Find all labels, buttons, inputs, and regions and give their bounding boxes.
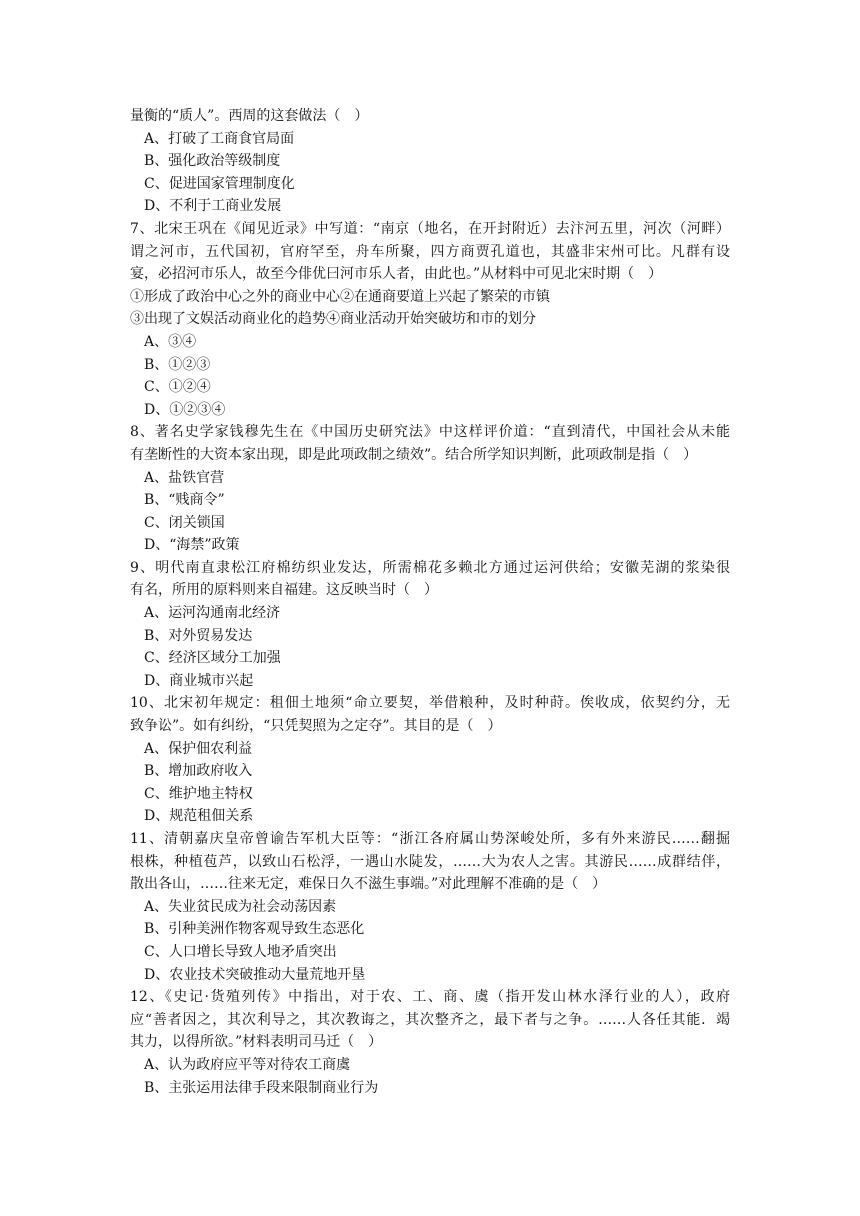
option-b: B、主张运用法律手段来限制商业行为 <box>144 1079 379 1096</box>
option-c: C、人口增长导致人地矛盾突出 <box>144 943 337 960</box>
question-stem-line: 宴，必招河市乐人，故至今俳优曰河市乐人者，由此也。”从材料中可见北宋时期（ ） <box>130 266 663 283</box>
question-stem-line: ①形成了政治中心之外的商业中心②在通商要道上兴起了繁荣的市镇 <box>130 288 550 305</box>
option-a: A、运河沟通南北经济 <box>144 605 281 622</box>
option-a: A、失业贫民成为社会动荡因素 <box>144 898 337 915</box>
option-c: C、经济区域分工加强 <box>144 650 281 667</box>
question-stem-line: 7、北宋王巩在《闻见近录》中写道：“南京（地名，在开封附近）去汴河五里，河次（河畔） <box>130 220 730 237</box>
option-b: B、引种美洲作物客观导致生态恶化 <box>144 921 365 938</box>
question-stem-line: 致争讼”。如有纠纷，“只凭契照为之定夺”。其目的是（ ） <box>130 718 502 735</box>
option-b: B、强化政治等级制度 <box>144 153 281 170</box>
question-stem-line: 其力，以得所欲。”材料表明司马迁（ ） <box>130 1034 383 1051</box>
question-stem-line: 12、《史记·货殖列传》中指出，对于农、工、商、虞（指开发山林水泽行业的人），政府 <box>130 989 730 1006</box>
question-stem-line: 量衡的“质人”。西周的这套做法（ ） <box>130 108 369 124</box>
question-stem-line: 散出各山，……往来无定，难保日久不滋生事端。”对此理解不准确的是（ ） <box>130 876 607 893</box>
question-stem-line: 应“善者因之，其次利导之，其次教诲之，其次整齐之，最下者与之争。……人各任其能．竭 <box>130 1011 730 1028</box>
option-a: A、认为政府应平等对待农工商虞 <box>144 1056 351 1073</box>
option-d: D、①②③④ <box>144 401 226 418</box>
question-list <box>130 105 730 1099</box>
option-c: C、促进国家管理制度化 <box>144 175 295 192</box>
question-stem-line: 8、著名史学家钱穆先生在《中国历史研究法》中这样评价道：“直到清代，中国社会从未能 <box>130 424 730 441</box>
question-stem-line: ③出现了文娱活动商业化的趋势④商业活动开始突破坊和市的划分 <box>130 311 536 328</box>
option-b: B、①②③ <box>144 356 211 373</box>
option-d: D、规范租佃关系 <box>144 808 254 825</box>
question-stem-line: 11、清朝嘉庆皇帝曾谕告军机大臣等：“浙江各府属山势深峻处所，多有外来游民……翻掘 <box>130 831 730 847</box>
question-7 <box>130 218 730 421</box>
question-stem-line: 谓之河市，五代国初，官府罕至，舟车所聚，四方商贾孔道也，其盛非宋州可比。凡群有设 <box>130 243 730 260</box>
question-10 <box>130 692 730 828</box>
option-b: B、“贱商令” <box>144 492 225 509</box>
option-b: B、增加政府收入 <box>144 763 253 780</box>
option-a: A、打破了工商食官局面 <box>144 130 295 147</box>
question-stem-line: 根株，种植苞芦，以致山石松浮，一遇山水陡发，……大为农人之害。其游民……成群结伴， <box>130 853 730 870</box>
question-stem-line: 有垄断性的大资本家出现，即是此项政制之绩效”。结合所学知识判断，此项政制是指（ ） <box>130 446 698 463</box>
question-8 <box>130 421 730 557</box>
option-c: C、①②④ <box>144 379 211 396</box>
option-a: A、保护佃农利益 <box>144 740 253 757</box>
option-a: A、③④ <box>144 333 197 350</box>
option-d: D、农业技术突破推动大量荒地开垦 <box>144 966 366 983</box>
option-d: D、不利于工商业发展 <box>144 198 282 215</box>
option-b: B、对外贸易发达 <box>144 627 253 644</box>
option-a: A、盐铁官营 <box>144 469 225 486</box>
question-9 <box>130 557 730 693</box>
question-11 <box>130 828 730 986</box>
question-6-continuation <box>130 105 730 218</box>
question-stem-line: 有名，所用的原料则来自福建。这反映当时（ ） <box>130 582 438 599</box>
question-stem-line: 10、北宋初年规定：租佃土地须“命立要契，举借粮种，及时种莳。俟收成，依契约分，无 <box>130 695 730 712</box>
option-c: C、维护地主特权 <box>144 785 253 802</box>
option-c: C、闭关锁国 <box>144 514 225 531</box>
option-d: D、“海禁”政策 <box>144 537 240 554</box>
question-12 <box>130 986 730 1099</box>
option-d: D、商业城市兴起 <box>144 672 254 689</box>
question-stem-line: 9、明代南直隶松江府棉纺织业发达，所需棉花多赖北方通过运河供给；安徽芜湖的浆染很 <box>130 559 730 576</box>
